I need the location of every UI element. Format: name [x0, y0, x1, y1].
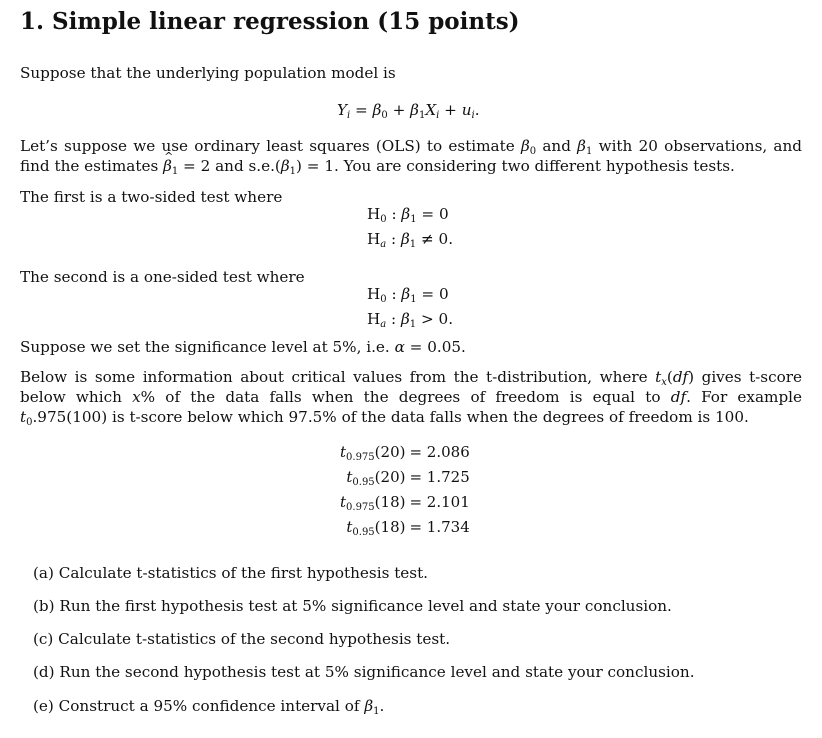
ols-text-2: and [536, 137, 578, 155]
ols-beta0: β [520, 137, 530, 155]
row-t-sub: 0.975 [346, 502, 375, 513]
crit-text-1: Below is some information about critical values from the t-distribution, where [20, 368, 656, 386]
question-e-period: . [379, 697, 385, 715]
crit-example-t: t [20, 408, 27, 426]
table-row [340, 465, 470, 490]
ols-beta1-se-sub: 1 [289, 166, 297, 177]
first-h0-value: = 0 [416, 205, 449, 223]
first-test-intro: The first is a two-sided test where [20, 188, 283, 206]
question-b: (b) Run the first hypothesis test at 5% significance level and state your conclusion. [33, 597, 672, 615]
row-value: = 2.086 [409, 443, 470, 461]
row-t: t [340, 493, 347, 511]
second-h0-beta: β [401, 285, 411, 303]
first-h0-beta: β [401, 205, 411, 223]
question-c: (c) Calculate t-statistics of the second hypothesis test. [33, 630, 451, 648]
ols-beta-hat: ^ β [163, 156, 172, 176]
second-ha-sub: a [380, 319, 387, 330]
crit-text-3: ) gives t-score below which [20, 368, 802, 406]
second-ha-beta-sub: 1 [409, 319, 417, 330]
row-t-sub: 0.95 [352, 527, 375, 538]
significance-text-1: Suppose we set the significance level at 5%, i.e. [20, 338, 395, 356]
first-h0-colon: : [386, 205, 402, 223]
crit-text-6: .975(100) is t-score below which 97.5% of the data falls when the degrees of freedom is 100. [32, 408, 749, 426]
second-h0-value: = 0 [416, 285, 449, 303]
first-ha-beta-sub: 1 [409, 239, 417, 250]
ols-beta-hat-sub: 1 [171, 166, 179, 177]
first-ha-colon: : [386, 230, 401, 248]
ols-text-4: = 2 and s.e.( [178, 157, 281, 175]
table-lhs [340, 515, 409, 540]
second-test-ha [367, 309, 453, 329]
ols-beta1: β [577, 137, 586, 155]
significance-alpha: α [394, 338, 405, 356]
problem-title: 1. Simple linear regression (15 points) [20, 8, 520, 35]
row-t-sub: 0.95 [352, 477, 375, 488]
eq-x-sub: i [436, 110, 440, 121]
second-ha-h: H [367, 310, 381, 328]
eq-plus1: + [387, 101, 411, 119]
row-arg: (18) [374, 518, 406, 536]
first-ha-value: ≠ 0. [416, 230, 454, 248]
second-h0-sub: 0 [380, 294, 387, 305]
crit-example-sub: 0 [26, 417, 33, 428]
first-ha-h: H [367, 230, 381, 248]
table-row [340, 440, 470, 465]
ols-paragraph [20, 136, 802, 176]
row-value: = 1.734 [409, 518, 470, 536]
crit-text-5: . For example [686, 388, 803, 406]
significance-text-2: = 0.05. [404, 338, 466, 356]
intro-text: Suppose that the underlying population model is [20, 64, 396, 82]
ols-beta1-se: β [280, 157, 290, 175]
eq-y: Y [337, 101, 348, 119]
second-ha-value: > 0. [416, 310, 454, 328]
ols-beta1-sub: 1 [585, 146, 593, 157]
crit-df: df [672, 368, 689, 386]
first-test-h0 [367, 204, 449, 224]
first-h0-beta-sub: 1 [410, 214, 417, 225]
eq-beta1-sub: 1 [418, 110, 426, 121]
critical-values-paragraph [20, 367, 802, 427]
table-lhs [340, 440, 409, 465]
eq-beta0: β [372, 101, 382, 119]
question-e-beta: β [364, 697, 374, 715]
table-row [340, 490, 470, 515]
second-h0-colon: : [386, 285, 402, 303]
crit-text-2: ( [666, 368, 673, 386]
eq-period: . [474, 101, 480, 119]
first-test-ha [367, 229, 453, 249]
row-arg: (20) [374, 468, 406, 486]
significance-text [20, 337, 466, 357]
table-row [340, 515, 470, 540]
first-ha-sub: a [380, 239, 387, 250]
first-h0-sub: 0 [380, 214, 387, 225]
question-e-text: (e) Construct a 95% confidence interval of [33, 697, 365, 715]
ols-text-3: with 20 observations, and find the estimates [20, 137, 802, 175]
row-value: = 2.101 [409, 493, 470, 511]
question-a: (a) Calculate t-statistics of the first hypothesis test. [33, 564, 429, 582]
eq-u-sub: i [471, 110, 475, 121]
eq-y-sub: i [347, 110, 351, 121]
eq-beta1: β [410, 101, 419, 119]
table-lhs [340, 490, 409, 515]
row-t: t [340, 443, 347, 461]
question-e [33, 697, 384, 715]
row-arg: (20) [374, 443, 406, 461]
question-e-beta-sub: 1 [373, 706, 380, 717]
crit-text-4: % of the data falls when the degrees of freedom is equal to [140, 388, 671, 406]
eq-equals: = [350, 101, 373, 119]
ols-text-5: ) = 1. You are considering two different hypothesis tests. [296, 157, 735, 175]
eq-plus2: + [439, 101, 462, 119]
table-lhs [340, 465, 409, 490]
second-ha-beta: β [401, 310, 410, 328]
first-ha-beta: β [401, 230, 410, 248]
second-ha-colon: : [386, 310, 401, 328]
crit-x: x [132, 388, 141, 406]
eq-beta0-sub: 0 [381, 110, 388, 121]
crit-t: t [655, 368, 662, 386]
eq-x: X [425, 101, 437, 119]
row-value: = 1.725 [409, 468, 470, 486]
crit-t-sub: x [661, 377, 667, 388]
row-t-sub: 0.975 [346, 452, 375, 463]
row-arg: (18) [374, 493, 406, 511]
question-d: (d) Run the second hypothesis test at 5% significance level and state your conclusion. [33, 663, 695, 681]
ols-beta0-sub: 0 [529, 146, 537, 157]
population-model-equation [337, 100, 480, 120]
second-test-h0 [367, 284, 449, 304]
first-h0-h: H [367, 205, 381, 223]
eq-u: u [461, 101, 472, 119]
row-t: t [346, 468, 353, 486]
row-t: t [346, 518, 353, 536]
crit-df2: df [670, 388, 687, 406]
second-h0-h: H [367, 285, 381, 303]
second-h0-beta-sub: 1 [410, 294, 417, 305]
critical-values-table [340, 440, 470, 540]
second-test-intro: The second is a one-sided test where [20, 268, 305, 286]
ols-text-1: Let’s suppose we use ordinary least squares (OLS) to estimate [20, 137, 521, 155]
